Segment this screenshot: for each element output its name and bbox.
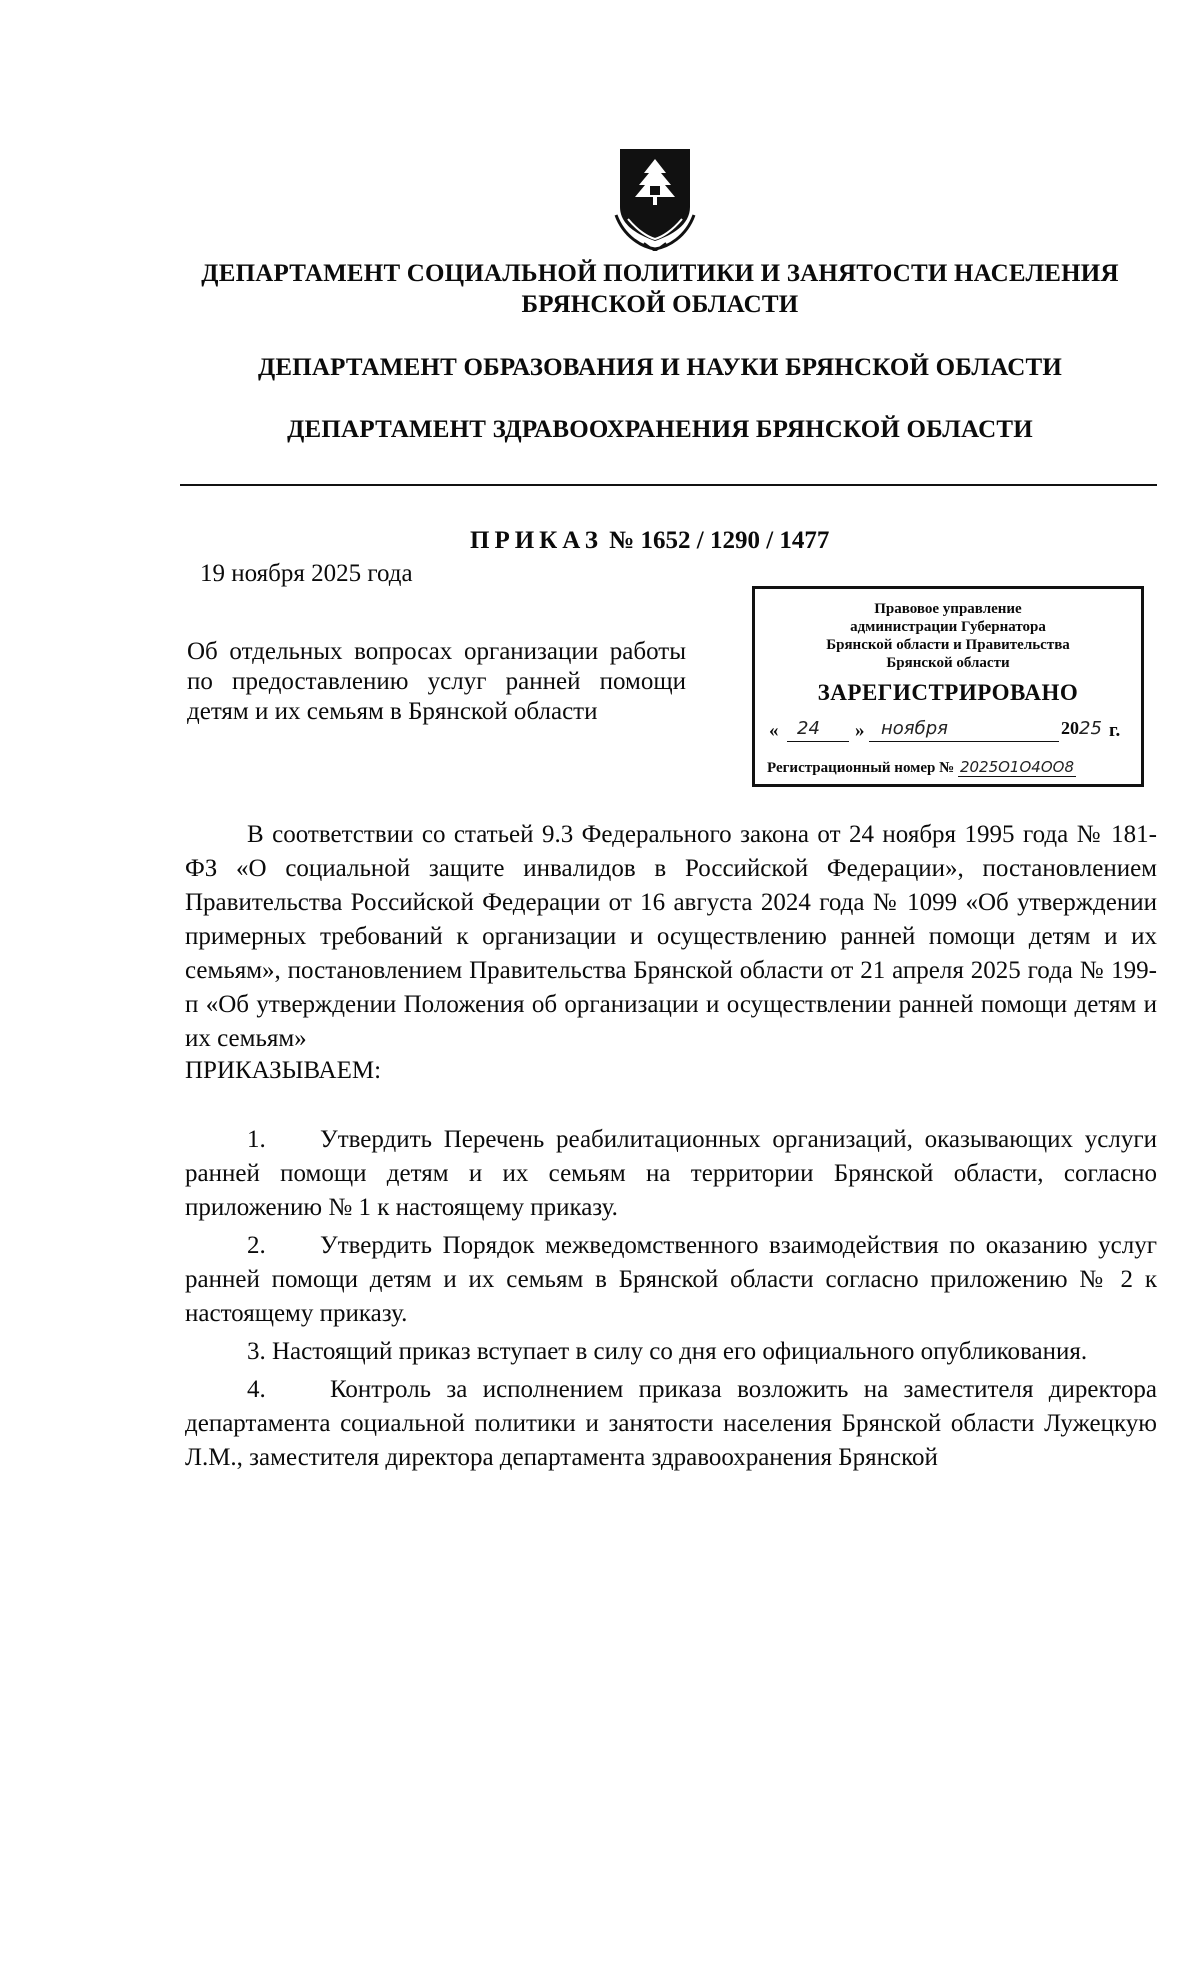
order-item-text: Утвердить Перечень реабилитационных организаций, оказывающих услуги ранней помощи детям и их семьям на территории Брянской области, согласно приложению № 1 к настоящему приказу. xyxy=(185,1126,1157,1221)
stamp-line: Правовое управление xyxy=(874,601,1022,617)
stamp-line: администрации Губернатора xyxy=(850,619,1046,635)
department-education-title: ДЕПАРТАМЕНТ ОБРАЗОВАНИЯ И НАУКИ БРЯНСКОЙ ОБЛАСТИ xyxy=(257,354,1063,381)
stamp-day-underline xyxy=(787,741,849,742)
stamp-line: Брянской области xyxy=(886,655,1010,671)
stamp-year-unit: г. xyxy=(1109,720,1121,741)
department-health-title: ДЕПАРТАМЕНТ ЗДРАВООХРАНЕНИЯ БРЯНСКОЙ ОБЛАСТИ xyxy=(287,416,1033,443)
order-directive: ПРИКАЗЫВАЕМ: xyxy=(185,1057,382,1084)
header-divider xyxy=(180,484,1157,486)
order-item-text: Настоящий приказ вступает в силу со дня его официального опубликования. xyxy=(272,1338,1088,1365)
order-item-number: 4. xyxy=(247,1376,266,1403)
order-item xyxy=(185,1229,1157,1331)
order-subject: Об отдельных вопросах организации работы по предоставлению услуг ранней помощи детям и их семьям в Брянской области xyxy=(187,638,686,725)
stamp-registered-label: ЗАРЕГИСТРИРОВАНО xyxy=(817,680,1079,705)
stamp-date-row xyxy=(769,720,1135,746)
order-date: 19 ноября 2025 года xyxy=(200,560,413,587)
stamp-handwritten-registration-number: 2025О1О4ОО8 xyxy=(959,758,1074,776)
bryansk-coat-of-arms-icon xyxy=(614,145,696,251)
stamp-year-prefix: 20 xyxy=(1061,718,1079,738)
order-item-number: 1. xyxy=(247,1126,266,1153)
stamp-handwritten-month: ноября xyxy=(881,718,948,739)
order-item-number: 2. xyxy=(247,1232,266,1259)
order-number: № 1652 / 1290 / 1477 xyxy=(609,527,830,554)
order-item xyxy=(185,1335,1157,1369)
order-title xyxy=(470,526,829,556)
order-item xyxy=(185,1123,1157,1225)
stamp-handwritten-day: 24 xyxy=(797,718,820,739)
order-item-number: 3. xyxy=(247,1338,266,1365)
stamp-handwritten-year-suffix: 25 xyxy=(1079,718,1102,739)
registration-stamp xyxy=(752,586,1144,787)
stamp-line: Брянской области и Правительства xyxy=(826,637,1070,653)
stamp-year xyxy=(1061,718,1102,739)
order-item-text: Контроль за исполнением приказа возложить на заместителя директора департамента социальной политики и занятости населения Брянской области Лужецкую Л.М., заместителя директора департамента здравоохранения Брянской xyxy=(185,1376,1157,1471)
order-item-text: Утвердить Порядок межведомственного взаимодействия по оказанию услуг ранней помощи детям и их семьям в Брянской области согласно приложению № 2 к настоящему приказу. xyxy=(185,1232,1157,1327)
stamp-quote-close: » xyxy=(855,720,865,741)
order-item xyxy=(185,1373,1157,1475)
stamp-quote-open: « xyxy=(769,720,779,741)
department-social-policy-title: ДЕПАРТАМЕНТ СОЦИАЛЬНОЙ ПОЛИТИКИ И ЗАНЯТОСТИ НАСЕЛЕНИЯ БРЯНСКОЙ ОБЛАСТИ xyxy=(201,260,1119,318)
stamp-registration-number-row xyxy=(767,758,1137,777)
stamp-month-underline xyxy=(869,741,1059,742)
stamp-registration-label: Регистрационный номер № xyxy=(767,760,955,776)
order-title-word: ПРИКАЗ xyxy=(470,527,603,554)
order-preamble: В соответствии со статьей 9.3 Федерального закона от 24 ноября 1995 года № 181-ФЗ «О социальной защите инвалидов в Российской Федерации», постановлением Правительства Российской Федерации от 16 августа 2024 года № 1099 «Об утверждении примерных требований к организации и осуществлению ранней помощи детям и их семьям», постановлением Правительства Брянской области от 21 апреля 2025 года № 199-п «Об утверждении Положения об организации и осуществлении ранней помощи детям и их семьям» xyxy=(185,821,1157,1052)
